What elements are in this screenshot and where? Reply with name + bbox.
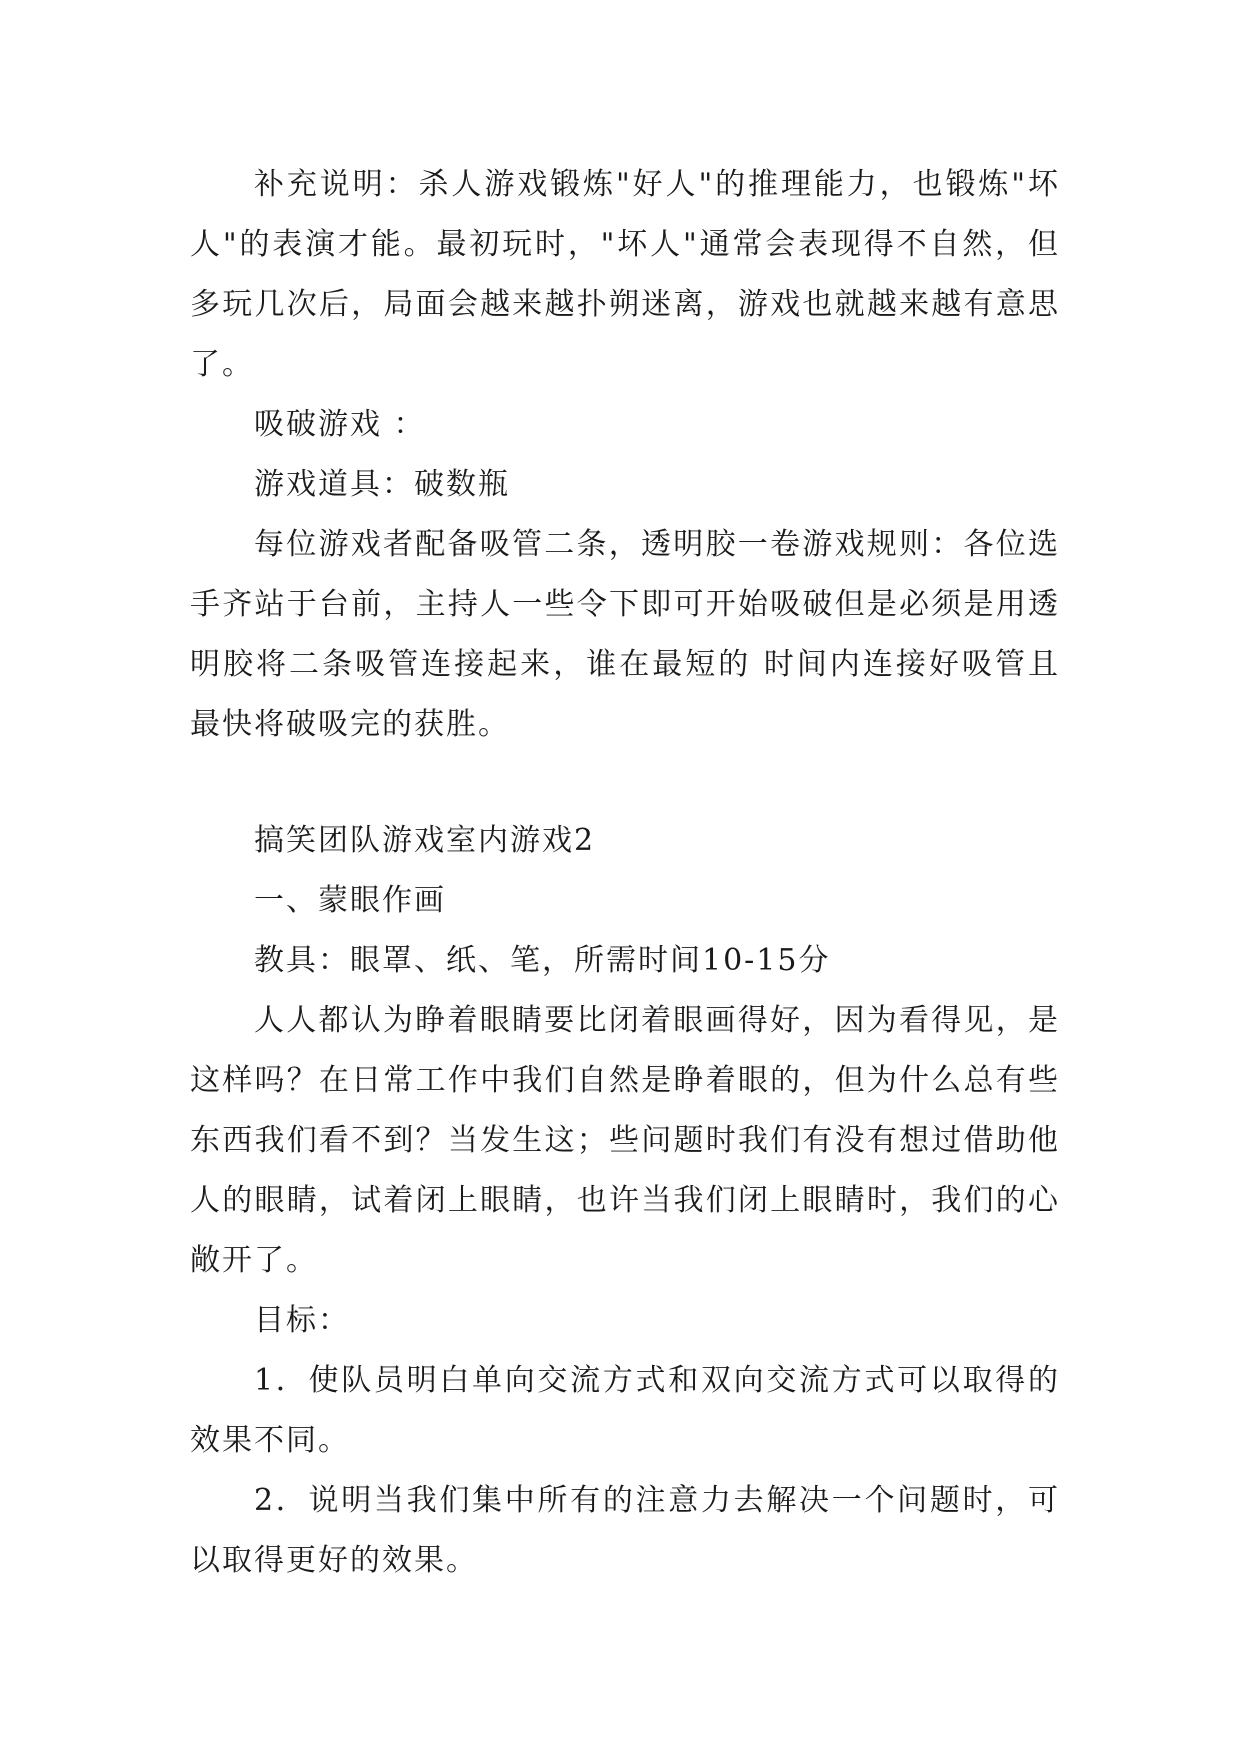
goal-item-2: 2．说明当我们集中所有的注意力去解决一个问题时，可以取得更好的效果。 bbox=[190, 1483, 1060, 1578]
document-body bbox=[190, 155, 1060, 1591]
paragraph-supplement: 补充说明：杀人游戏锻炼"好人"的推理能力，也锻炼"坏人"的表演才能。最初玩时，"坏人"通常会表现得不自然，但多玩几次后，局面会越来越扑朔迷离，游戏也就越来越有意思了。 bbox=[190, 167, 1060, 382]
game-title-blindfold-drawing: 一、蒙眼作画 bbox=[254, 883, 446, 918]
paragraph-straw-game-title: 吸破游戏 ： bbox=[254, 407, 426, 442]
goal-item-1: 1．使队员明白单向交流方式和双向交流方式可以取得的效果不同。 bbox=[190, 1363, 1060, 1458]
paragraph-materials: 教具：眼罩、纸、笔，所需时间10-15分 bbox=[254, 943, 831, 978]
paragraph-straw-game-rules: 每位游戏者配备吸管二条，透明胶一卷游戏规则：各位选手齐站于台前，主持人一些令下即可开始吸破但是必须是用透明胶将二条吸管连接起来，谁在最短的 时间内连接好吸管且最快将破吸完的获胜。 bbox=[190, 527, 1060, 742]
paragraph-straw-game-props: 游戏道具：破数瓶 bbox=[254, 467, 510, 502]
paragraph-intro: 人人都认为睁着眼睛要比闭着眼画得好，因为看得见，是这样吗？在日常工作中我们自然是睁着眼的，但为什么总有些东西我们看不到？当发生这；些问题时我们有没有想过借助他人的眼睛，试着闭上眼睛，也许当我们闭上眼睛时，我们的心敞开了。 bbox=[190, 1003, 1060, 1278]
paragraph-goals-label: 目标： bbox=[254, 1303, 350, 1338]
section-gap bbox=[190, 755, 1060, 811]
section-heading: 搞笑团队游戏室内游戏2 bbox=[254, 823, 596, 858]
